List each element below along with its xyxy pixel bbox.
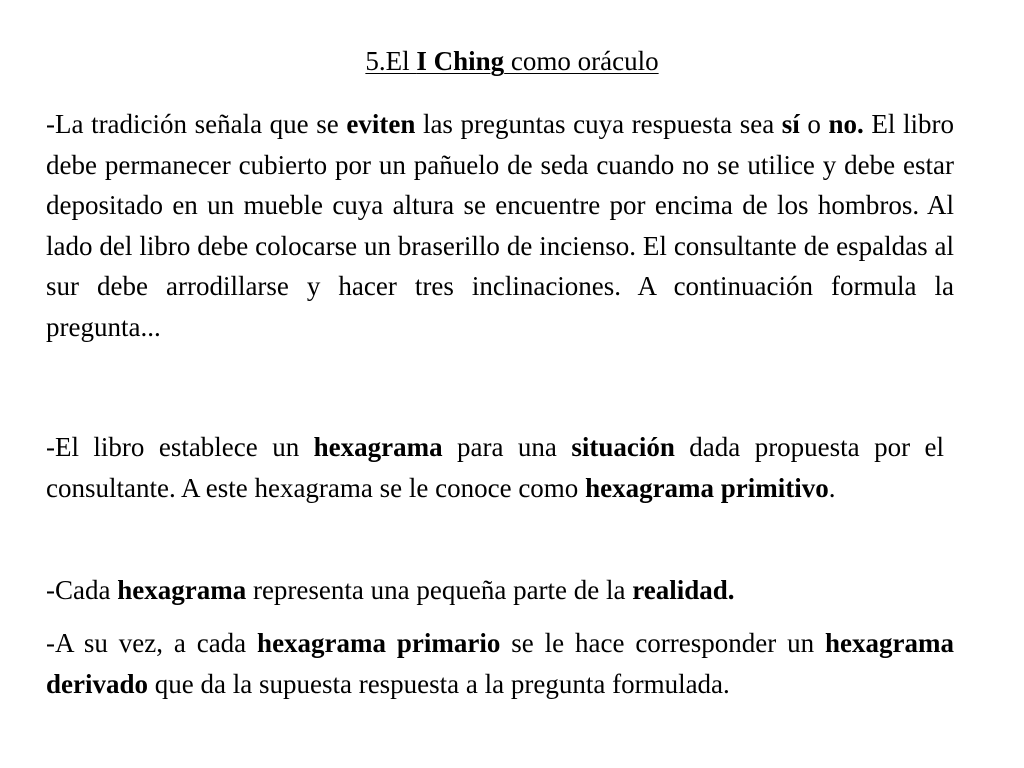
paragraph-realidad xyxy=(46,570,954,611)
bold-segment: hexagrama xyxy=(117,575,247,605)
text-segment: -El libro establece un xyxy=(46,432,314,462)
text-segment: El libro debe permanecer cubierto por un pañuelo de seda cuando no se utilice y debe estar depositado en un mueble cuya altura se encuentre por encima de los hombros. Al lado del libro debe colocarse un braserillo de incienso. El consultante de espaldas al sur debe arrodillarse y hacer tres inclinaciones. A continuación formula la pregunta... xyxy=(46,109,954,342)
text-segment: -A su vez, a cada xyxy=(46,628,258,658)
bold-segment: hexagrama primitivo xyxy=(585,472,829,503)
bold-segment: no. xyxy=(828,109,864,139)
paragraph-hexagrama-derivado xyxy=(46,623,954,704)
bold-segment: situación xyxy=(571,432,675,462)
text-segment: -Cada xyxy=(46,575,118,605)
text-segment: se le hace corresponder un xyxy=(500,628,826,658)
bold-segment: realidad. xyxy=(632,575,735,605)
slide-title xyxy=(0,42,1024,80)
text-segment: o xyxy=(799,109,829,139)
bold-segment: sí xyxy=(781,109,800,139)
text-segment: que da la supuesta respuesta a la pregunta formulada. xyxy=(148,668,730,699)
paragraph-hexagrama-primitivo xyxy=(46,427,944,508)
title-bold: I Ching xyxy=(416,46,505,76)
text-segment: representa una pequeña parte de la xyxy=(246,575,633,605)
text-segment: las preguntas cuya respuesta sea xyxy=(415,109,782,139)
text-segment: para una xyxy=(442,432,572,462)
bold-segment: hexagrama primario xyxy=(257,628,501,658)
text-segment: dada propuesta por el consultante. A este hexagrama se le conoce como xyxy=(46,432,944,503)
bold-segment: hexagrama derivado xyxy=(46,628,954,699)
text-segment: . xyxy=(828,472,836,503)
bold-segment: hexagrama xyxy=(313,432,443,462)
bold-segment: eviten xyxy=(346,109,416,139)
text-segment: -La tradición señala que se xyxy=(46,109,347,139)
title-suffix: como oráculo xyxy=(504,46,659,76)
title-prefix: 5.El xyxy=(365,46,417,76)
paragraph-tradicion xyxy=(46,104,954,347)
